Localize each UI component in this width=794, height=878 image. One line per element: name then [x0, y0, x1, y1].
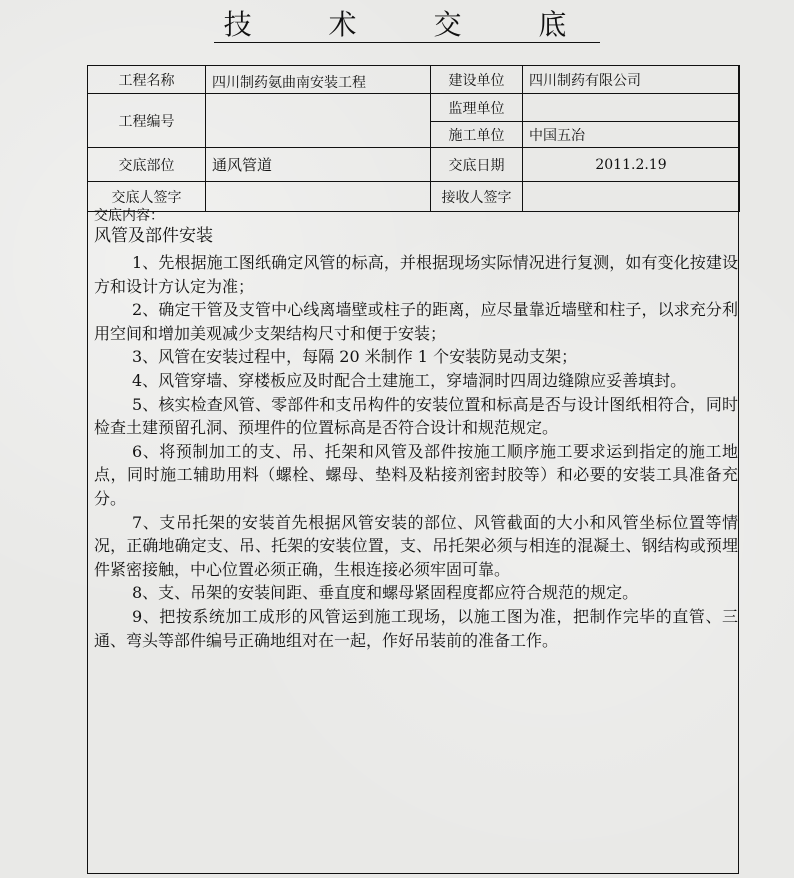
contractor-label: 施工单位 [431, 122, 523, 148]
info-table [87, 65, 740, 212]
date-value: 2011.2.19 [523, 148, 740, 182]
content-heading: 风管及部件安装 [94, 226, 213, 246]
content-paragraph-9: 9、把按系统加工成形的风管运到施工现场，以施工图为准，把制作完毕的直管、三通、弯头等部件编号正确地组对在一起，作好吊装前的准备工作。 [94, 606, 738, 650]
content-paragraph-4: 4、风管穿墙、穿楼板应及时配合土建施工，穿墙洞时四周边缝隙应妥善填封。 [132, 370, 687, 390]
project-name-label: 工程名称 [88, 66, 206, 94]
content-paragraph-1: 1、先根据施工图纸确定风管的标高，并根据现场实际情况进行复测，如有变化按建设方和设计方认定为准； [94, 253, 738, 296]
document-title-text: 技 术 交 底 [214, 8, 601, 43]
content-paragraph-2: 2、确定干管及支管中心线离墙壁或柱子的距离，应尽量靠近墙壁和柱子，以求充分利用空间和增加美观减少支架结构尺寸和便于安装； [94, 300, 738, 343]
document-title [0, 8, 794, 43]
disclosure-content [94, 207, 738, 652]
part-value: 通风管道 [206, 148, 431, 182]
project-no-label: 工程编号 [88, 94, 206, 148]
receiver-sign-label: 接收人签字 [431, 182, 523, 212]
content-paragraph-3: 3、风管在安装过程中，每隔 20 米制作 1 个安装防晃动支架； [132, 347, 578, 367]
construction-unit-value: 四川制药有限公司 [523, 66, 740, 94]
contractor-value: 中国五冶 [523, 122, 740, 148]
content-paragraph-5: 5、核实检查风管、零部件和支吊构件的安装位置和标高是否与设计图纸相符合，同时检查土建预留孔洞、预埋件的位置标高是否符合设计和规范规定。 [94, 394, 738, 438]
project-name-value: 四川制药氨曲南安装工程 [206, 66, 431, 94]
part-label: 交底部位 [88, 148, 206, 182]
content-paragraph-8: 8、支、吊架的安装间距、垂直度和螺母紧固程度都应符合规范的规定。 [132, 583, 639, 603]
supervision-unit-label: 监理单位 [431, 94, 523, 122]
content-intro: 交底内容： [94, 208, 164, 224]
content-paragraph-6: 6、将预制加工的支、吊、托架和风管及部件按施工顺序施工要求运到指定的施工地点，同时施工辅助用料（螺栓、螺母、垫料及粘接剂密封胶等）和必要的安装工具准备充分。 [94, 441, 738, 508]
construction-unit-label: 建设单位 [431, 66, 523, 94]
discloser-sign-label: 交底人签字 [88, 182, 206, 212]
date-label: 交底日期 [431, 148, 523, 182]
supervision-unit-value [523, 94, 740, 122]
project-no-value [206, 94, 431, 148]
content-paragraph-7: 7、支吊托架的安装首先根据风管安装的部位、风管截面的大小和风管坐标位置等情况，正确地确定支、吊、托架的安装位置，支、吊托架必须与相连的混凝土、钢结构或预埋件紧密接触，中心位置必须正确，生根连接必须牢固可靠。 [94, 512, 738, 579]
